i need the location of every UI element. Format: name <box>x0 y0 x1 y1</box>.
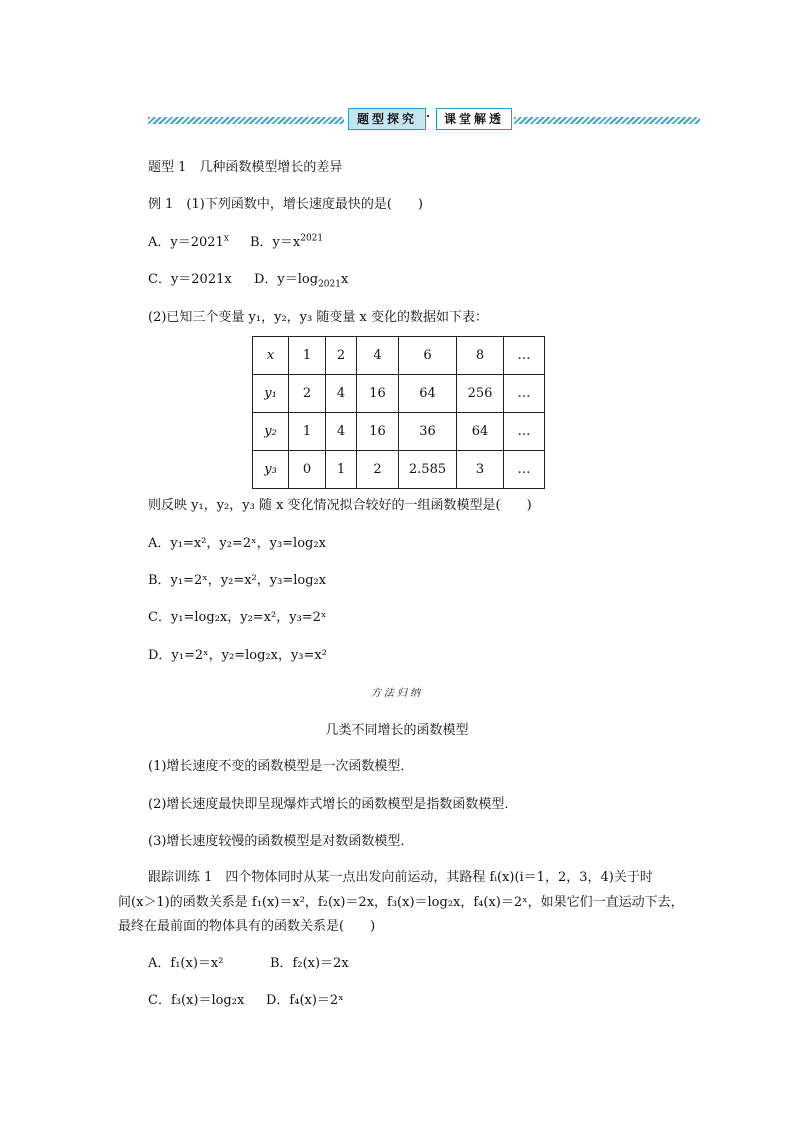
table-cell: 2 <box>357 451 399 489</box>
option-d-tail: x <box>340 272 349 287</box>
method-point-3: (3)增长速度较慢的函数模型是对数函数模型． <box>148 834 414 849</box>
table-cell: 36 <box>399 413 457 451</box>
table-cell: … <box>504 451 545 489</box>
practice-option-b: B．f₂(x)＝2x <box>270 956 349 971</box>
practice-line-2: 间(x＞1)的函数关系是 f₁(x)＝x²，f₂(x)＝2x，f₃(x)＝log₂x，f₄(x)＝2ˣ，如果它们一直运动下去， <box>118 895 684 910</box>
table-cell: 64 <box>399 375 457 413</box>
table-cell: … <box>504 337 545 375</box>
table-cell: 64 <box>457 413 504 451</box>
option-b-sup: 2021 <box>300 233 324 244</box>
table-cell: 2.585 <box>399 451 457 489</box>
data-table <box>252 336 545 489</box>
table-row <box>253 375 545 413</box>
option-a-sup: x <box>223 233 229 244</box>
table-cell: 1 <box>326 451 357 489</box>
banner-separator: · <box>426 109 431 123</box>
table-cell: 16 <box>357 413 399 451</box>
table-cell: … <box>504 413 545 451</box>
option-d-sub: 2021 <box>318 279 341 290</box>
example1-option-d <box>254 268 349 290</box>
practice-line-1: 跟踪训练 1 四个物体同时从某一点出发向前运动，其路程 fᵢ(x)(i＝1，2，3，4)关于时 <box>148 870 653 885</box>
example1-option-c: C．y＝2021x <box>148 272 232 287</box>
table-row <box>253 413 545 451</box>
table-cell: 4 <box>357 337 399 375</box>
table-cell: 256 <box>457 375 504 413</box>
table-cell: 1 <box>289 337 326 375</box>
practice-option-d: D．f₄(x)＝2ˣ <box>266 993 344 1008</box>
method-title: 几类不同增长的函数模型 <box>325 723 469 738</box>
table-cell: 1 <box>289 413 326 451</box>
table-cell: y₁ <box>253 375 289 413</box>
example1-choice-b: B．y₁=2ˣ，y₂=x²，y₃=log₂x <box>148 573 327 588</box>
table-cell: 2 <box>326 337 357 375</box>
section-banner <box>148 106 700 134</box>
table-cell: 4 <box>326 375 357 413</box>
example1-option-a <box>148 231 229 250</box>
practice-line-3: 最终在最前面的物体具有的函数关系是( ) <box>118 919 376 934</box>
method-label: 方法归纳 <box>371 688 423 699</box>
example1-choice-c: C．y₁=log₂x，y₂=x²，y₃=2ˣ <box>148 610 327 625</box>
table-cell: 6 <box>399 337 457 375</box>
table-cell: y₂ <box>253 413 289 451</box>
example1-choice-d: D．y₁=2ˣ，y₂=log₂x，y₃=x² <box>148 648 327 663</box>
banner-label-1: 题型探究 <box>348 108 426 130</box>
practice-option-c: C．f₃(x)＝log₂x <box>148 993 245 1008</box>
table-cell: 4 <box>326 413 357 451</box>
banner-label-2: 课堂解透 <box>436 108 512 130</box>
example1-question1: 例 1 (1)下列函数中，增长速度最快的是( ) <box>148 197 423 212</box>
banner-hatch-left <box>148 117 344 124</box>
method-point-1: (1)增长速度不变的函数模型是一次函数模型． <box>148 759 414 774</box>
table-cell: 16 <box>357 375 399 413</box>
table-cell: x <box>253 337 289 375</box>
table-cell: y₃ <box>253 451 289 489</box>
banner-hatch-right <box>514 117 700 124</box>
table-row <box>253 337 545 375</box>
practice-option-a: A．f₁(x)＝x² <box>148 956 224 971</box>
option-a-text: A．y＝2021 <box>148 235 224 250</box>
table-cell: 2 <box>289 375 326 413</box>
topic-heading: 题型 1 几种函数模型增长的差异 <box>148 160 343 175</box>
option-d-text: D．y＝log <box>254 272 319 287</box>
table-cell: 0 <box>289 451 326 489</box>
table-cell: … <box>504 375 545 413</box>
example1-choice-a: A．y₁=x²，y₂=2ˣ，y₃=log₂x <box>148 536 326 551</box>
method-point-2: (2)增长速度最快即呈现爆炸式增长的函数模型是指数函数模型． <box>148 797 518 812</box>
option-b-text: B．y＝x <box>250 235 301 250</box>
example1-question2: (2)已知三个变量 y₁，y₂，y₃ 随变量 x 变化的数据如下表： <box>148 310 488 325</box>
table-cell: 3 <box>457 451 504 489</box>
table-row <box>253 451 545 489</box>
example1-option-b <box>250 231 323 250</box>
table-cell: 8 <box>457 337 504 375</box>
example1-question2-prompt: 则反映 y₁，y₂，y₃ 随 x 变化情况拟合较好的一组函数模型是( ) <box>148 498 532 513</box>
